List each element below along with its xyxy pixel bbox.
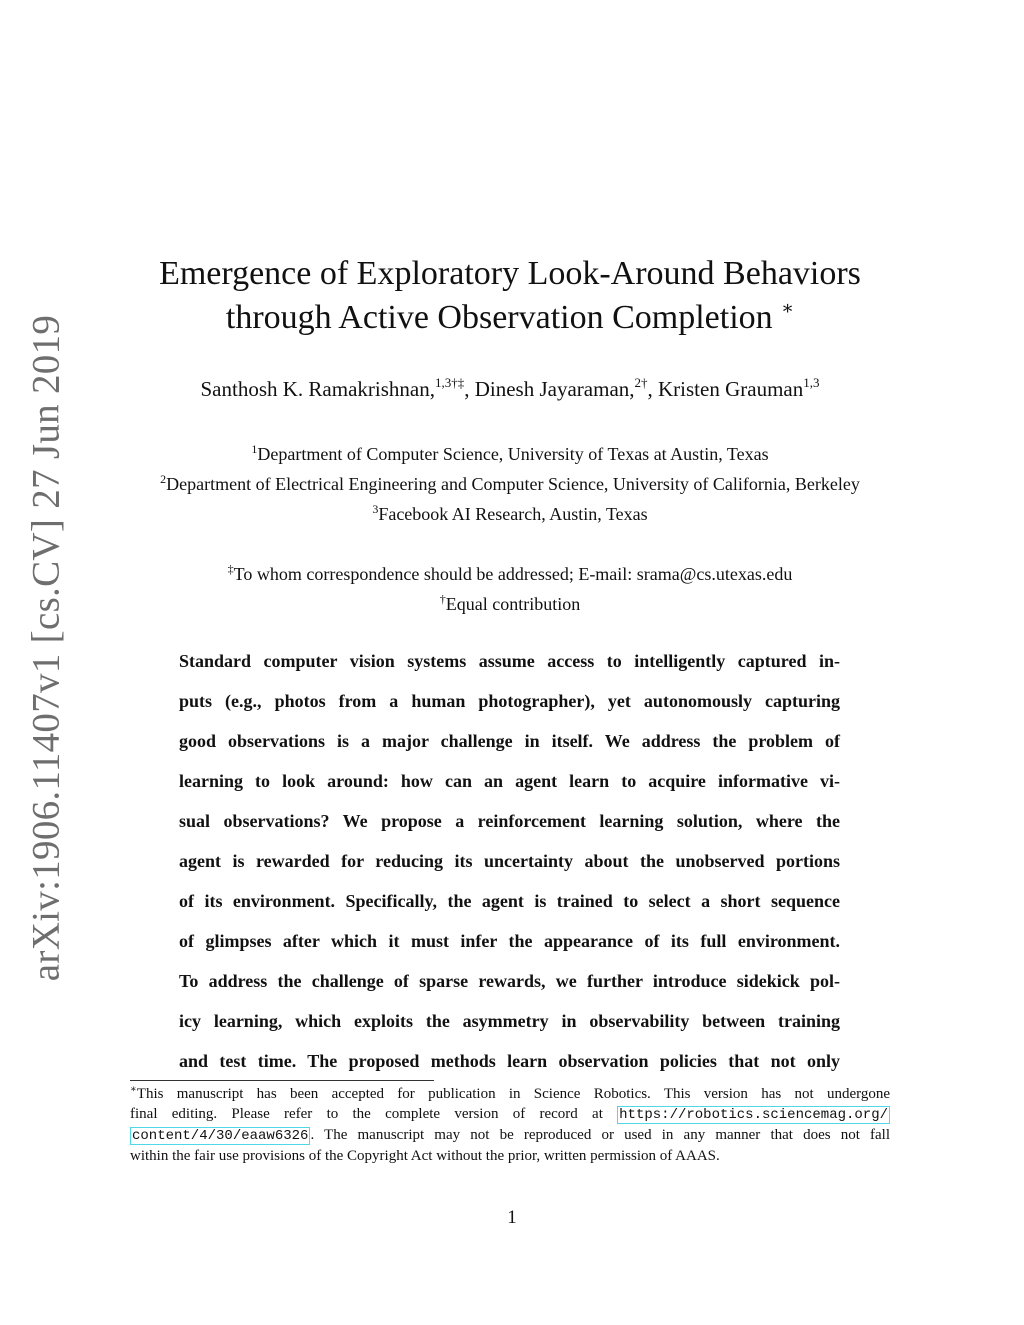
equal-contribution-text: Equal contribution xyxy=(445,594,581,614)
arxiv-identifier: arXiv:1906.11407v1 [cs.CV] 27 Jun 2019 xyxy=(24,314,68,982)
author-list: Santhosh K. Ramakrishnan,$^{1,3\dagger\ddagger}$, Dinesh Jayaraman,$^{2\dagger}$, Kristen Grauman$^{1,3}$ xyxy=(200,375,820,401)
abstract-line: To address the challenge of sparse rewards, we further introduce sidekick pol- xyxy=(179,971,840,991)
footnote-divider xyxy=(130,1080,434,1081)
title-footnote-mark[interactable]: ∗ xyxy=(781,298,795,319)
abstract-line: Standard computer vision systems assume access to intelligently captured in- xyxy=(179,651,840,671)
footnote-line-2 xyxy=(130,1104,890,1125)
page-number: 1 xyxy=(507,1207,517,1228)
author-name: Kristen Grauman xyxy=(658,377,804,401)
footnote xyxy=(130,1084,890,1166)
affiliation-text: Facebook AI Research, Austin, Texas xyxy=(378,504,648,524)
abstract-line: good observations is a major challenge in itself. We address the problem of xyxy=(179,731,840,751)
author-affiliation-marks: 2† xyxy=(634,375,648,390)
footnote-text: . The manuscript may not be reproduced or used in any manner that does not fall xyxy=(310,1127,890,1143)
abstract-line: sual observations? We propose a reinforcement learning solution, where the xyxy=(179,811,840,831)
affiliation-mark: 3 xyxy=(372,502,379,516)
footnote-text: final editing. Please refer to the complete version of record at xyxy=(130,1106,603,1122)
affiliation-mark: 1 xyxy=(251,442,258,456)
footnote-line-3 xyxy=(130,1125,890,1146)
affiliation-text: Department of Electrical Engineering and Computer Science, University of California, Berkeley xyxy=(166,474,860,494)
title-line-1: Emergence of Exploratory Look-Around Behaviors xyxy=(159,255,861,292)
abstract-line: agent is rewarded for reducing its uncertainty about the unobserved portions xyxy=(179,851,840,871)
record-link-part-1[interactable]: https://robotics.sciencemag.org/ xyxy=(619,1107,888,1123)
affiliation-mark: 2 xyxy=(160,472,167,486)
title-line-2 xyxy=(100,296,920,340)
abstract-line: and test time. The proposed methods learn observation policies that not only xyxy=(179,1051,840,1071)
abstract-line: learning to look around: how can an agent learn to acquire informative vi- xyxy=(179,771,840,791)
correspondence-text: To whom correspondence should be addressed; E-mail: srama@cs.utexas.edu xyxy=(233,564,793,584)
abstract-line: of glimpses after which it must infer the appearance of its full environment. xyxy=(179,931,840,951)
footnote-line-4: within the fair use provisions of the Copyright Act without the prior, written permission of AAAS. xyxy=(130,1148,720,1164)
paper-title xyxy=(100,252,920,340)
record-link-part-2[interactable]: content/4/30/eaaw6326 xyxy=(132,1128,309,1144)
author-name: Santhosh K. Ramakrishnan, xyxy=(200,377,435,401)
abstract xyxy=(179,641,840,1081)
equal-contribution-mark: † xyxy=(439,592,446,606)
footnote-mark: ∗ xyxy=(130,1084,137,1095)
abstract-line: icy learning, which exploits the asymmetry in observability between training xyxy=(179,1011,840,1031)
author-affiliation-marks: 1,3†‡ xyxy=(434,375,465,390)
footnote-text: This manuscript has been accepted for publication in Science Robotics. This version has not undergone xyxy=(136,1086,890,1102)
affiliation-list xyxy=(100,439,920,529)
footnote-line-1 xyxy=(130,1084,890,1104)
affiliation xyxy=(100,439,920,469)
abstract-line: of its environment. Specifically, the agent is trained to select a short sequence xyxy=(179,891,840,911)
affiliation xyxy=(100,469,920,499)
correspondence-mark: ‡ xyxy=(227,562,234,576)
affiliation-text: Department of Computer Science, University of Texas at Austin, Texas xyxy=(257,444,769,464)
abstract-line: puts (e.g., photos from a human photographer), yet autonomously capturing xyxy=(179,691,840,711)
affiliation xyxy=(100,499,920,529)
author-name: Dinesh Jayaraman, xyxy=(474,377,635,401)
author-notes xyxy=(100,559,920,619)
author-affiliation-marks: 1,3 xyxy=(803,375,820,390)
equal-contribution-note xyxy=(100,589,920,619)
correspondence-note xyxy=(100,559,920,589)
title-line-2-text: through Active Observation Completion xyxy=(225,299,773,336)
